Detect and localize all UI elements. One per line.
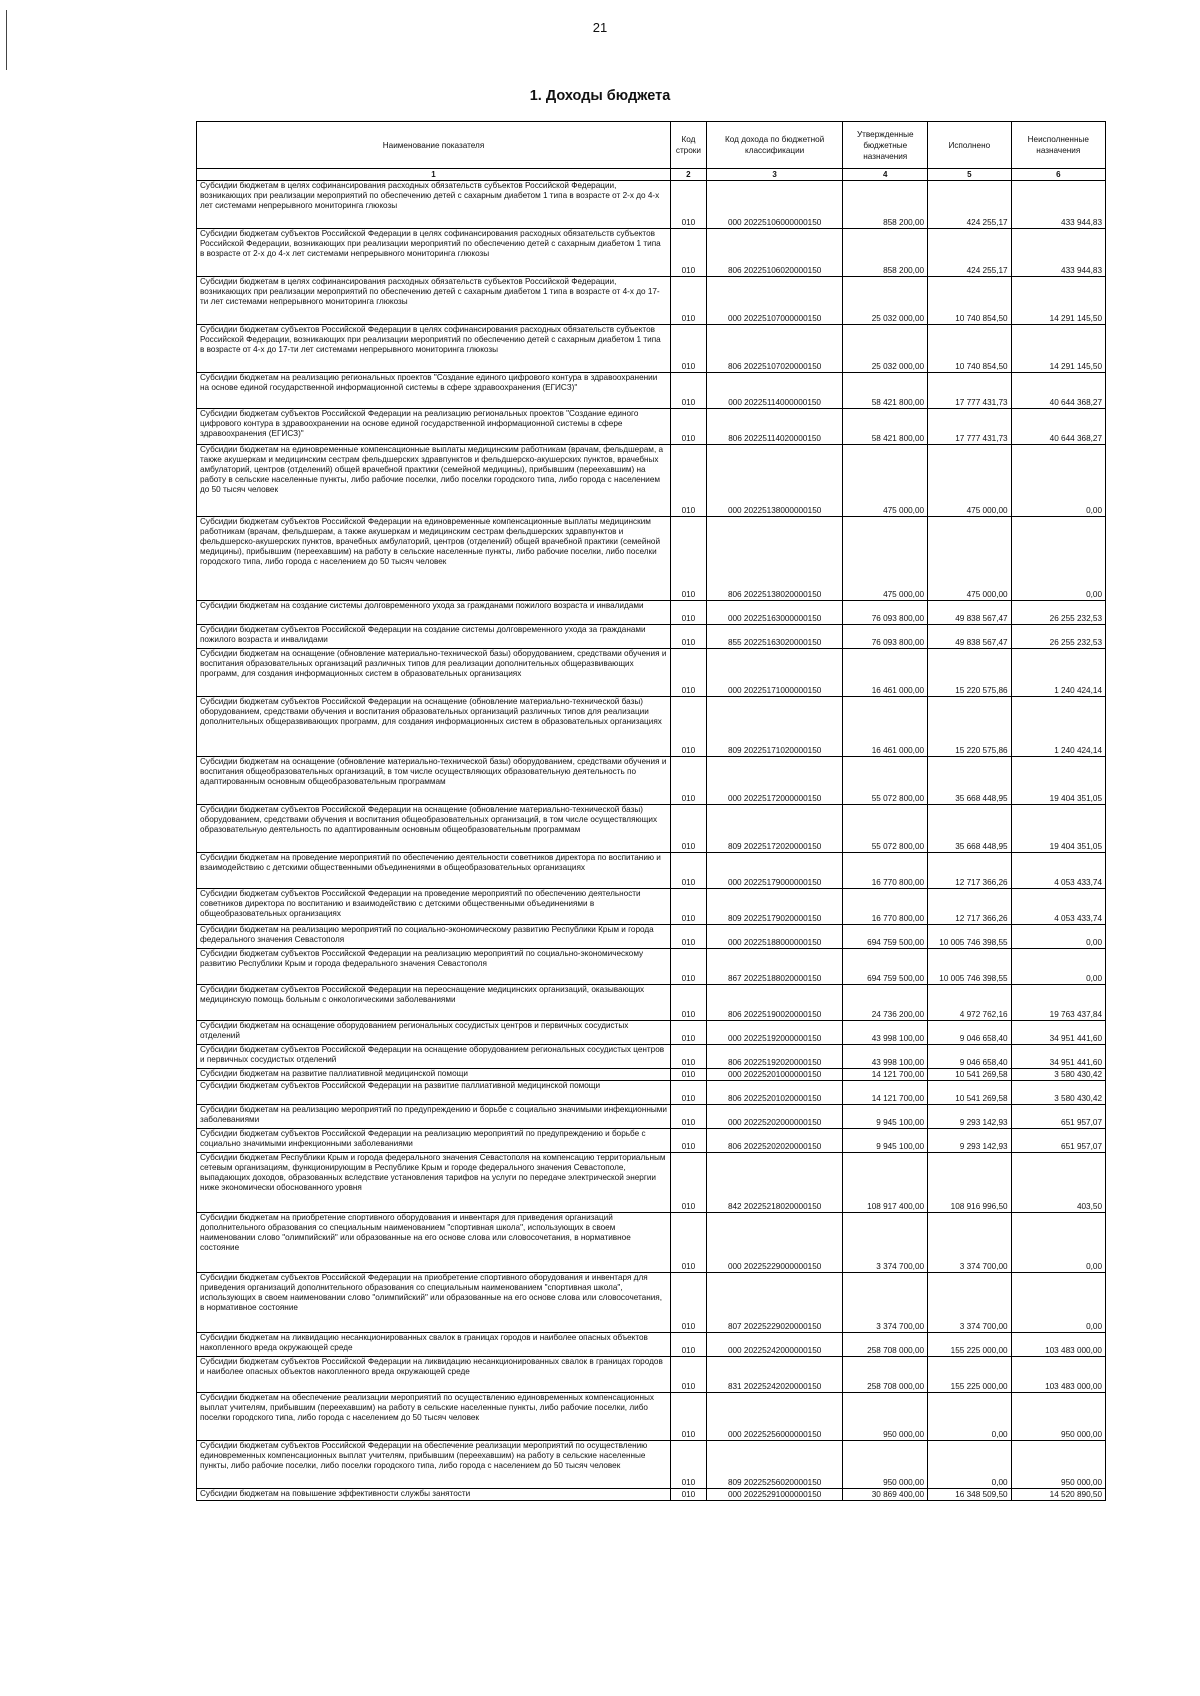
row-budget-code: 000 20225138000000150 xyxy=(706,445,843,517)
column-number: 1 xyxy=(197,169,671,181)
row-line-code: 010 xyxy=(671,985,707,1021)
row-executed: 17 777 431,73 xyxy=(928,373,1012,409)
row-approved: 475 000,00 xyxy=(843,517,928,601)
row-budget-code: 806 20225192020000150 xyxy=(706,1045,843,1069)
row-budget-code: 806 20225107020000150 xyxy=(706,325,843,373)
row-budget-code: 855 20225163020000150 xyxy=(706,625,843,649)
row-unexecuted: 950 000,00 xyxy=(1011,1441,1105,1489)
row-line-code: 010 xyxy=(671,409,707,445)
row-approved: 950 000,00 xyxy=(843,1393,928,1441)
row-approved: 25 032 000,00 xyxy=(843,277,928,325)
column-number: 3 xyxy=(706,169,843,181)
row-name: Субсидии бюджетам субъектов Российской Федерации на переоснащение медицинских организаций, оказывающих медицинскую помощь больным с онкологическими заболеваниями xyxy=(197,985,671,1021)
row-line-code: 010 xyxy=(671,1333,707,1357)
row-name: Субсидии бюджетам субъектов Российской Федерации на ликвидацию несанкционированных свалок в границах городов и наиболее опасных объектов накопленного вреда окружающей среде xyxy=(197,1357,671,1393)
row-executed: 424 255,17 xyxy=(928,229,1012,277)
row-line-code: 010 xyxy=(671,325,707,373)
row-line-code: 010 xyxy=(671,805,707,853)
table-row xyxy=(197,625,1106,649)
row-budget-code: 000 20225229000000150 xyxy=(706,1213,843,1273)
row-approved: 950 000,00 xyxy=(843,1441,928,1489)
row-name: Субсидии бюджетам на приобретение спортивного оборудования и инвентаря для приведения организаций дополнительного образования со специальным наименованием "спортивная школа", использующих в своем наименовании слово "олимпийский" или образованные на его основе слова или словосочетания, в нормативное состояние xyxy=(197,1213,671,1273)
row-unexecuted: 651 957,07 xyxy=(1011,1105,1105,1129)
row-budget-code: 000 20225106000000150 xyxy=(706,181,843,229)
row-name: Субсидии бюджетам на проведение мероприятий по обеспечению деятельности советников директора по воспитанию и взаимодействию с детскими общественными объединениями в общеобразовательных организациях xyxy=(197,853,671,889)
row-unexecuted: 40 644 368,27 xyxy=(1011,373,1105,409)
table-row xyxy=(197,985,1106,1021)
row-executed: 424 255,17 xyxy=(928,181,1012,229)
row-name: Субсидии бюджетам субъектов Российской Федерации в целях софинансирования расходных обязательств субъектов Российской Федерации, возникающих при реализации мероприятий по обеспечению детей с сахарным диабетом 1 типа в возрасте от 2-х до 4-х лет системами непрерывного мониторинга глюкозы xyxy=(197,229,671,277)
row-name: Субсидии бюджетам на реализацию региональных проектов "Создание единого цифрового контура в здравоохранении на основе единой государственной информационной системы в сфере здравоохранения (ЕГИСЗ)" xyxy=(197,373,671,409)
table-row xyxy=(197,949,1106,985)
row-executed: 475 000,00 xyxy=(928,517,1012,601)
row-budget-code: 000 20225163000000150 xyxy=(706,601,843,625)
row-line-code: 010 xyxy=(671,517,707,601)
row-name: Субсидии бюджетам субъектов Российской Федерации на оснащение оборудованием региональных сосудистых центров и первичных сосудистых отделений xyxy=(197,1045,671,1069)
row-executed: 155 225 000,00 xyxy=(928,1333,1012,1357)
row-unexecuted: 1 240 424,14 xyxy=(1011,649,1105,697)
table-row xyxy=(197,1069,1106,1081)
header-approved: Утвержденные бюджетные назначения xyxy=(843,122,928,169)
row-approved: 58 421 800,00 xyxy=(843,409,928,445)
row-approved: 14 121 700,00 xyxy=(843,1069,928,1081)
row-approved: 108 917 400,00 xyxy=(843,1153,928,1213)
row-line-code: 010 xyxy=(671,625,707,649)
row-line-code: 010 xyxy=(671,1129,707,1153)
table-row xyxy=(197,1357,1106,1393)
row-budget-code: 000 20225242000000150 xyxy=(706,1333,843,1357)
row-approved: 258 708 000,00 xyxy=(843,1333,928,1357)
row-budget-code: 000 20225192000000150 xyxy=(706,1021,843,1045)
row-name: Субсидии бюджетам субъектов Российской Федерации на оснащение (обновление материально-технической базы) оборудованием, средствами обучения и воспитания общеобразовательных организаций, в том числе осуществляющих образовательную деятельность по адаптированным основным общеобразовательным программам xyxy=(197,805,671,853)
row-name: Субсидии бюджетам субъектов Российской Федерации на создание системы долговременного ухода за гражданами пожилого возраста и инвалидами xyxy=(197,625,671,649)
row-line-code: 010 xyxy=(671,757,707,805)
row-approved: 30 869 400,00 xyxy=(843,1489,928,1501)
row-budget-code: 000 20225179000000150 xyxy=(706,853,843,889)
row-executed: 10 541 269,58 xyxy=(928,1069,1012,1081)
table-row xyxy=(197,373,1106,409)
row-executed: 10 005 746 398,55 xyxy=(928,949,1012,985)
row-unexecuted: 19 763 437,84 xyxy=(1011,985,1105,1021)
row-line-code: 010 xyxy=(671,1153,707,1213)
row-approved: 14 121 700,00 xyxy=(843,1081,928,1105)
row-unexecuted: 14 520 890,50 xyxy=(1011,1489,1105,1501)
row-executed: 49 838 567,47 xyxy=(928,601,1012,625)
row-unexecuted: 433 944,83 xyxy=(1011,181,1105,229)
row-name: Субсидии бюджетам субъектов Российской Федерации на развитие паллиативной медицинской помощи xyxy=(197,1081,671,1105)
row-budget-code: 000 20225171000000150 xyxy=(706,649,843,697)
row-name: Субсидии бюджетам субъектов Российской Федерации в целях софинансирования расходных обязательств субъектов Российской Федерации, возникающих при реализации мероприятий по обеспечению детей с сахарным диабетом 1 типа в возрасте от 4-х до 17-ти лет системами непрерывного мониторинга глюкозы xyxy=(197,325,671,373)
table-row xyxy=(197,229,1106,277)
row-unexecuted: 0,00 xyxy=(1011,445,1105,517)
header-budget-code: Код дохода по бюджетной классификации xyxy=(706,122,843,169)
row-line-code: 010 xyxy=(671,1045,707,1069)
table-row xyxy=(197,445,1106,517)
row-approved: 16 770 800,00 xyxy=(843,853,928,889)
row-executed: 10 005 746 398,55 xyxy=(928,925,1012,949)
row-unexecuted: 0,00 xyxy=(1011,1273,1105,1333)
row-unexecuted: 0,00 xyxy=(1011,517,1105,601)
row-executed: 3 374 700,00 xyxy=(928,1273,1012,1333)
row-unexecuted: 40 644 368,27 xyxy=(1011,409,1105,445)
table-row xyxy=(197,805,1106,853)
row-line-code: 010 xyxy=(671,925,707,949)
table-row xyxy=(197,1129,1106,1153)
row-approved: 858 200,00 xyxy=(843,229,928,277)
row-approved: 16 461 000,00 xyxy=(843,697,928,757)
column-number: 6 xyxy=(1011,169,1105,181)
row-name: Субсидии бюджетам на оснащение (обновление материально-технической базы) оборудованием, средствами обучения и воспитания образовательных организаций различных типов для реализации дополнительных общеразвивающих программ, для создания информационных систем в образовательных организациях xyxy=(197,649,671,697)
table-row xyxy=(197,181,1106,229)
row-executed: 9 046 658,40 xyxy=(928,1045,1012,1069)
row-unexecuted: 26 255 232,53 xyxy=(1011,601,1105,625)
row-line-code: 010 xyxy=(671,229,707,277)
row-unexecuted: 103 483 000,00 xyxy=(1011,1357,1105,1393)
row-unexecuted: 103 483 000,00 xyxy=(1011,1333,1105,1357)
table-row xyxy=(197,889,1106,925)
row-budget-code: 000 20225188000000150 xyxy=(706,925,843,949)
header-line-code: Код строки xyxy=(671,122,707,169)
table-row xyxy=(197,697,1106,757)
row-name: Субсидии бюджетам субъектов Российской Федерации на реализацию региональных проектов "Создание единого цифрового контура в здравоохранении на основе единой государственной информационной системы в сфере здравоохранения (ЕГИСЗ)" xyxy=(197,409,671,445)
row-line-code: 010 xyxy=(671,181,707,229)
table-row xyxy=(197,649,1106,697)
row-unexecuted: 403,50 xyxy=(1011,1153,1105,1213)
row-name: Субсидии бюджетам субъектов Российской Федерации на приобретение спортивного оборудования и инвентаря для приведения организаций дополнительного образования со специальным наименованием "спортивная школа", использующих в своем наименовании слово "олимпийский" или образованные на его основе слова или словосочетания, в нормативное состояние xyxy=(197,1273,671,1333)
row-unexecuted: 4 053 433,74 xyxy=(1011,853,1105,889)
row-unexecuted: 4 053 433,74 xyxy=(1011,889,1105,925)
table-row xyxy=(197,517,1106,601)
row-name: Субсидии бюджетам субъектов Российской Федерации на обеспечение реализации мероприятий по осуществлению единовременных компенсационных выплат учителям, прибывшим (переехавшим) на работу в сельские населенные пункты, либо рабочие поселки, либо поселки городского типа, либо города с населением до 50 тысяч человек xyxy=(197,1441,671,1489)
row-budget-code: 867 20225188020000150 xyxy=(706,949,843,985)
row-executed: 9 046 658,40 xyxy=(928,1021,1012,1045)
page-number: 21 xyxy=(592,20,608,35)
row-name: Субсидии бюджетам на развитие паллиативной медицинской помощи xyxy=(197,1069,671,1081)
row-approved: 16 770 800,00 xyxy=(843,889,928,925)
table-row xyxy=(197,601,1106,625)
row-line-code: 010 xyxy=(671,1069,707,1081)
row-executed: 35 668 448,95 xyxy=(928,805,1012,853)
row-executed: 10 740 854,50 xyxy=(928,277,1012,325)
table-row xyxy=(197,1489,1106,1501)
row-line-code: 010 xyxy=(671,1393,707,1441)
table-row xyxy=(197,1393,1106,1441)
row-executed: 15 220 575,86 xyxy=(928,649,1012,697)
row-executed: 16 348 509,50 xyxy=(928,1489,1012,1501)
row-executed: 108 916 996,50 xyxy=(928,1153,1012,1213)
row-budget-code: 806 20225138020000150 xyxy=(706,517,843,601)
row-executed: 12 717 366,26 xyxy=(928,889,1012,925)
row-approved: 55 072 800,00 xyxy=(843,757,928,805)
row-executed: 12 717 366,26 xyxy=(928,853,1012,889)
row-approved: 76 093 800,00 xyxy=(843,625,928,649)
table-row xyxy=(197,925,1106,949)
row-approved: 43 998 100,00 xyxy=(843,1045,928,1069)
row-budget-code: 806 20225201020000150 xyxy=(706,1081,843,1105)
row-unexecuted: 34 951 441,60 xyxy=(1011,1045,1105,1069)
row-line-code: 010 xyxy=(671,1213,707,1273)
row-unexecuted: 433 944,83 xyxy=(1011,229,1105,277)
row-executed: 475 000,00 xyxy=(928,445,1012,517)
row-budget-code: 000 20225201000000150 xyxy=(706,1069,843,1081)
table-body xyxy=(197,181,1106,1501)
budget-revenue-table xyxy=(196,121,1106,1501)
row-unexecuted: 19 404 351,05 xyxy=(1011,757,1105,805)
row-name: Субсидии бюджетам на реализацию мероприятий по предупреждению и борьбе с социально значимыми инфекционными заболеваниями xyxy=(197,1105,671,1129)
row-approved: 694 759 500,00 xyxy=(843,949,928,985)
row-name: Субсидии бюджетам на единовременные компенсационные выплаты медицинским работникам (врачам, фельдшерам, а также акушеркам и медицинским сестрам фельдшерских здравпунктов и фельдшерско-акушерских пунктов, врачебных амбулаторий, центров (отделений) общей врачебной практики (семейной медицины), прибывшим (переехавшим) на работу в сельские населенные пункты, либо рабочие поселки, либо поселки городского типа, либо города с населением до 50 тысяч человек xyxy=(197,445,671,517)
row-executed: 3 374 700,00 xyxy=(928,1213,1012,1273)
table-row xyxy=(197,1021,1106,1045)
row-name: Субсидии бюджетам на оснащение оборудованием региональных сосудистых центров и первичных сосудистых отделений xyxy=(197,1021,671,1045)
row-approved: 858 200,00 xyxy=(843,181,928,229)
row-approved: 9 945 100,00 xyxy=(843,1105,928,1129)
table-row xyxy=(197,1081,1106,1105)
row-budget-code: 809 20225256020000150 xyxy=(706,1441,843,1489)
row-budget-code: 807 20225229020000150 xyxy=(706,1273,843,1333)
row-approved: 58 421 800,00 xyxy=(843,373,928,409)
row-executed: 155 225 000,00 xyxy=(928,1357,1012,1393)
row-line-code: 010 xyxy=(671,373,707,409)
row-approved: 694 759 500,00 xyxy=(843,925,928,949)
row-budget-code: 809 20225171020000150 xyxy=(706,697,843,757)
header-name: Наименование показателя xyxy=(197,122,671,169)
row-line-code: 010 xyxy=(671,1357,707,1393)
row-budget-code: 806 20225190020000150 xyxy=(706,985,843,1021)
row-approved: 25 032 000,00 xyxy=(843,325,928,373)
row-executed: 0,00 xyxy=(928,1441,1012,1489)
row-name: Субсидии бюджетам на создание системы долговременного ухода за гражданами пожилого возраста и инвалидами xyxy=(197,601,671,625)
table-row xyxy=(197,1105,1106,1129)
row-unexecuted: 0,00 xyxy=(1011,949,1105,985)
row-unexecuted: 0,00 xyxy=(1011,1213,1105,1273)
row-name: Субсидии бюджетам на повышение эффективности службы занятости xyxy=(197,1489,671,1501)
row-executed: 35 668 448,95 xyxy=(928,757,1012,805)
row-executed: 4 972 762,16 xyxy=(928,985,1012,1021)
row-name: Субсидии бюджетам субъектов Российской Федерации на реализацию мероприятий по социально-экономическому развитию Республики Крым и города федерального значения Севастополя xyxy=(197,949,671,985)
row-unexecuted: 0,00 xyxy=(1011,925,1105,949)
row-line-code: 010 xyxy=(671,1273,707,1333)
row-budget-code: 000 20225107000000150 xyxy=(706,277,843,325)
row-unexecuted: 19 404 351,05 xyxy=(1011,805,1105,853)
row-executed: 10 541 269,58 xyxy=(928,1081,1012,1105)
row-name: Субсидии бюджетам субъектов Российской Федерации на единовременные компенсационные выплаты медицинским работникам (врачам, фельдшерам, а также акушеркам и медицинским сестрам фельдшерских здравпунктов и фельдшерско-акушерских пунктов, врачебных амбулаторий, центров (отделений) общей врачебной практики (семейной медицины), прибывшим (переехавшим) на работу в сельские населенные пункты, либо рабочие поселки, либо поселки городского типа, либо города с населением до 50 тысяч человек xyxy=(197,517,671,601)
row-line-code: 010 xyxy=(671,1021,707,1045)
row-name: Субсидии бюджетам субъектов Российской Федерации на реализацию мероприятий по предупреждению и борьбе с социально значимыми инфекционными заболеваниями xyxy=(197,1129,671,1153)
table-row xyxy=(197,409,1106,445)
row-approved: 16 461 000,00 xyxy=(843,649,928,697)
row-budget-code: 842 20225218020000150 xyxy=(706,1153,843,1213)
row-name: Субсидии бюджетам субъектов Российской Федерации на проведение мероприятий по обеспечению деятельности советников директора по воспитанию и взаимодействию с детскими общественными объединениями в общеобразовательных организациях xyxy=(197,889,671,925)
row-name: Субсидии бюджетам субъектов Российской Федерации на оснащение (обновление материально-технической базы) оборудованием, средствами обучения и воспитания образовательных организаций различных типов для реализации дополнительных общеразвивающих программ, для создания информационных систем в образовательных организациях xyxy=(197,697,671,757)
table-row xyxy=(197,853,1106,889)
table-row xyxy=(197,1153,1106,1213)
row-name: Субсидии бюджетам в целях софинансирования расходных обязательств субъектов Российской Федерации, возникающих при реализации мероприятий по обеспечению детей с сахарным диабетом 1 типа в возрасте от 2-х до 4-х лет системами непрерывного мониторинга глюкозы xyxy=(197,181,671,229)
row-budget-code: 831 20225242020000150 xyxy=(706,1357,843,1393)
row-unexecuted: 1 240 424,14 xyxy=(1011,697,1105,757)
table-row xyxy=(197,1333,1106,1357)
row-approved: 3 374 700,00 xyxy=(843,1213,928,1273)
row-line-code: 010 xyxy=(671,1489,707,1501)
row-line-code: 010 xyxy=(671,277,707,325)
table-row xyxy=(197,1213,1106,1273)
row-budget-code: 806 20225106020000150 xyxy=(706,229,843,277)
row-name: Субсидии бюджетам на оснащение (обновление материально-технической базы) оборудованием, средствами обучения и воспитания общеобразовательных организаций, в том числе осуществляющих образовательную деятельность по адаптированным основным общеобразовательным программам xyxy=(197,757,671,805)
row-line-code: 010 xyxy=(671,889,707,925)
row-name: Субсидии бюджетам в целях софинансирования расходных обязательств субъектов Российской Федерации, возникающих при реализации мероприятий по обеспечению детей с сахарным диабетом 1 типа в возрасте от 4-х до 17-ти лет системами непрерывного мониторинга глюкозы xyxy=(197,277,671,325)
header-unexecuted: Неисполненные назначения xyxy=(1011,122,1105,169)
row-budget-code: 000 20225256000000150 xyxy=(706,1393,843,1441)
row-line-code: 010 xyxy=(671,649,707,697)
row-unexecuted: 3 580 430,42 xyxy=(1011,1081,1105,1105)
column-number: 4 xyxy=(843,169,928,181)
column-number: 5 xyxy=(928,169,1012,181)
table-row xyxy=(197,325,1106,373)
table-row xyxy=(197,757,1106,805)
row-executed: 0,00 xyxy=(928,1393,1012,1441)
row-unexecuted: 26 255 232,53 xyxy=(1011,625,1105,649)
row-executed: 49 838 567,47 xyxy=(928,625,1012,649)
row-line-code: 010 xyxy=(671,853,707,889)
row-name: Субсидии бюджетам на реализацию мероприятий по социально-экономическому развитию Республики Крым и города федерального значения Севастополя xyxy=(197,925,671,949)
row-budget-code: 809 20225172020000150 xyxy=(706,805,843,853)
row-executed: 10 740 854,50 xyxy=(928,325,1012,373)
row-budget-code: 000 20225291000000150 xyxy=(706,1489,843,1501)
row-unexecuted: 3 580 430,42 xyxy=(1011,1069,1105,1081)
row-unexecuted: 950 000,00 xyxy=(1011,1393,1105,1441)
row-name: Субсидии бюджетам на ликвидацию несанкционированных свалок в границах городов и наиболее опасных объектов накопленного вреда окружающей среде xyxy=(197,1333,671,1357)
section-title: 1. Доходы бюджета xyxy=(529,88,671,104)
row-line-code: 010 xyxy=(671,601,707,625)
row-line-code: 010 xyxy=(671,697,707,757)
row-approved: 475 000,00 xyxy=(843,445,928,517)
row-approved: 258 708 000,00 xyxy=(843,1357,928,1393)
table-row xyxy=(197,1441,1106,1489)
row-line-code: 010 xyxy=(671,949,707,985)
row-approved: 55 072 800,00 xyxy=(843,805,928,853)
row-unexecuted: 34 951 441,60 xyxy=(1011,1021,1105,1045)
row-unexecuted: 651 957,07 xyxy=(1011,1129,1105,1153)
row-line-code: 010 xyxy=(671,1441,707,1489)
row-executed: 9 293 142,93 xyxy=(928,1129,1012,1153)
row-executed: 9 293 142,93 xyxy=(928,1105,1012,1129)
table-row xyxy=(197,1045,1106,1069)
row-unexecuted: 14 291 145,50 xyxy=(1011,325,1105,373)
row-executed: 15 220 575,86 xyxy=(928,697,1012,757)
scan-edge-mark xyxy=(6,10,7,70)
row-approved: 43 998 100,00 xyxy=(843,1021,928,1045)
table-row xyxy=(197,277,1106,325)
row-budget-code: 000 20225172000000150 xyxy=(706,757,843,805)
row-budget-code: 806 20225202020000150 xyxy=(706,1129,843,1153)
row-line-code: 010 xyxy=(671,1081,707,1105)
column-number: 2 xyxy=(671,169,707,181)
row-approved: 24 736 200,00 xyxy=(843,985,928,1021)
row-approved: 76 093 800,00 xyxy=(843,601,928,625)
row-budget-code: 806 20225114020000150 xyxy=(706,409,843,445)
header-executed: Исполнено xyxy=(928,122,1012,169)
row-unexecuted: 14 291 145,50 xyxy=(1011,277,1105,325)
row-approved: 3 374 700,00 xyxy=(843,1273,928,1333)
row-line-code: 010 xyxy=(671,445,707,517)
table-row xyxy=(197,1273,1106,1333)
row-executed: 17 777 431,73 xyxy=(928,409,1012,445)
row-name: Субсидии бюджетам на обеспечение реализации мероприятий по осуществлению единовременных компенсационных выплат учителям, прибывшим (переехавшим) на работу в сельские населенные пункты, либо рабочие поселки, либо поселки городского типа, либо города с населением до 50 тысяч человек xyxy=(197,1393,671,1441)
row-line-code: 010 xyxy=(671,1105,707,1129)
row-name: Субсидии бюджетам Республики Крым и города федерального значения Севастополя на компенсацию территориальным сетевым организациям, функционирующим в Республике Крым и городе федерального значения Севастополе, выпадающих доходов, образованных вследствие установления тарифов на услуги по передаче электрической энергии ниже экономически обоснованного уровня xyxy=(197,1153,671,1213)
row-budget-code: 809 20225179020000150 xyxy=(706,889,843,925)
row-budget-code: 000 20225114000000150 xyxy=(706,373,843,409)
row-budget-code: 000 20225202000000150 xyxy=(706,1105,843,1129)
row-approved: 9 945 100,00 xyxy=(843,1129,928,1153)
